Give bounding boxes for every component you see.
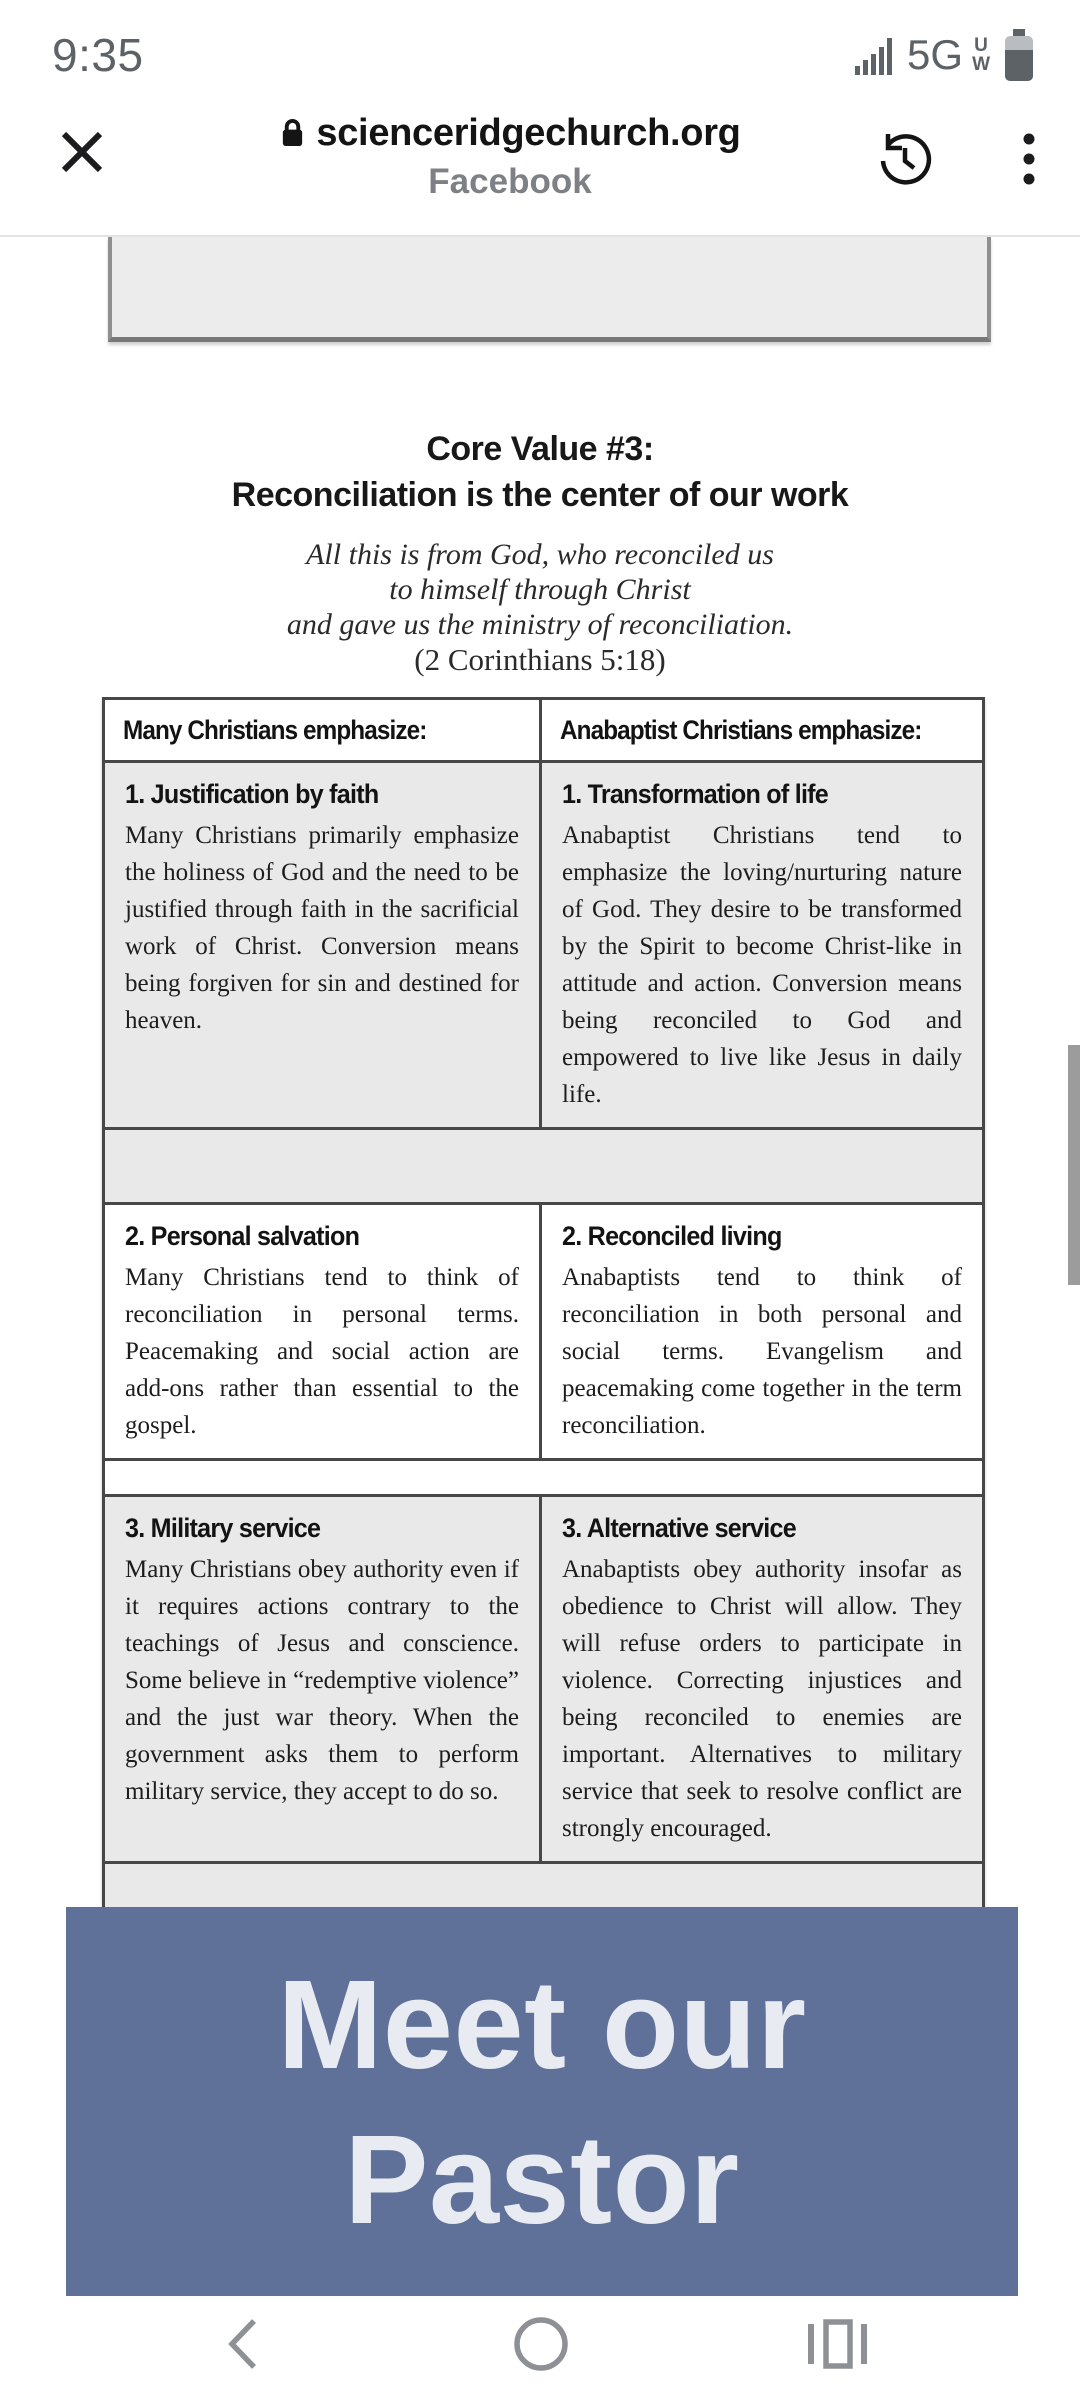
back-icon: [222, 2314, 264, 2374]
battery-icon: [1002, 26, 1036, 84]
cta-label-line2: Pastor: [344, 2108, 740, 2250]
android-nav-bar: [0, 2296, 1080, 2400]
comparison-table: [102, 697, 985, 1919]
cell-body: Anabaptists obey authority insofar as obedience to Christ will allow. They will refuse orders to participate in violence. Correcting injustices and being reconciled to enemies are important. Alternatives to military service that seek to resolve conflict are strongly encouraged.: [562, 1556, 962, 1842]
cell-heading: 3. Alternative service: [562, 1513, 796, 1543]
home-button[interactable]: [511, 2314, 571, 2377]
cell-heading: 2. Reconciled living: [562, 1221, 782, 1251]
overflow-menu-button[interactable]: [1022, 130, 1036, 191]
cell-heading: 1. Justification by faith: [125, 779, 379, 809]
site-identity: [180, 112, 840, 155]
url-bar[interactable]: [180, 112, 840, 202]
network-uw-badge: U W: [972, 35, 990, 75]
cell-body: Many Christians obey authority even if it requires actions contrary to the teachings of Jesus and conscience. Some believe in “redemptive violence” and the just war theory. When the government asks them to perform military service, they accept to do so.: [125, 1556, 519, 1805]
table-cell: [542, 1205, 982, 1458]
table-cell: [542, 763, 982, 1127]
browser-header: [0, 100, 1080, 237]
scripture-line: and gave us the ministry of reconciliation.: [286, 608, 794, 641]
cta-label-line1: Meet our: [277, 1953, 807, 2095]
table-cell: [542, 1497, 982, 1861]
page-title-line2: Reconciliation is the center of our work: [231, 476, 849, 514]
referrer-label: Facebook: [428, 162, 592, 201]
recents-button[interactable]: [803, 2314, 871, 2377]
history-icon: [876, 130, 934, 188]
previous-section-box: [108, 237, 991, 342]
recents-icon: [803, 2314, 871, 2374]
table-cell: [105, 1497, 542, 1861]
page-title-line1: Core Value #3:: [426, 430, 654, 468]
table-row: [105, 763, 982, 1130]
cell-body: Many Christians primarily emphasize the holiness of God and the need to be justified through faith in the sacrificial work of Christ. Conversion means being forgiven for sin and destined for heaven.: [125, 822, 519, 1034]
network-type-label: 5G: [907, 31, 964, 78]
table-header-cell: [105, 700, 542, 760]
signal-icon: [853, 33, 897, 77]
scrollbar-thumb[interactable]: [1068, 1045, 1080, 1285]
table-cell: [105, 1205, 542, 1458]
column-header-right: Anabaptist Christians emphasize:: [560, 715, 922, 745]
status-time: 9:35: [52, 29, 144, 81]
table-header-row: [105, 700, 982, 763]
meet-our-pastor-button[interactable]: [66, 1907, 1018, 2296]
overflow-menu-icon: [1022, 130, 1036, 188]
table-row: [105, 1497, 982, 1864]
cell-body: Anabaptists tend to think of reconciliation in both personal and social terms. Evangelism and peacemaking come together in the term reconciliation.: [562, 1264, 962, 1439]
column-header-left: Many Christians emphasize:: [123, 715, 427, 745]
page-title: [0, 426, 1080, 518]
table-cell: [105, 763, 542, 1127]
close-icon: [56, 126, 108, 178]
scripture-line: to himself through Christ: [389, 573, 691, 606]
home-icon: [511, 2314, 571, 2374]
lock-icon: [279, 117, 306, 150]
back-button[interactable]: [222, 2314, 264, 2377]
cell-body: Many Christians tend to think of reconciliation in personal terms. Peacemaking and social action are add-ons rather than essential to the gospel.: [125, 1264, 519, 1439]
cell-body: Anabaptist Christians tend to emphasize the loving/nurturing nature of God. They desire to be transformed by the Spirit to become Christ-like in attitude and action. Conversion means being reconciled to God and empowered to live like Jesus in daily life.: [562, 822, 962, 1108]
status-bar: [0, 0, 1080, 100]
scripture-quote: [0, 537, 1080, 677]
table-spacer-row: [105, 1461, 982, 1497]
site-domain: scienceridgechurch.org: [316, 112, 741, 154]
cell-heading: 3. Military service: [125, 1513, 321, 1543]
status-indicators: [853, 26, 1036, 84]
table-row: [105, 1205, 982, 1461]
cell-heading: 1. Transformation of life: [562, 779, 829, 809]
history-button[interactable]: [876, 130, 934, 191]
scripture-line: All this is from God, who reconciled us: [306, 538, 774, 571]
scripture-citation: (2 Corinthians 5:18): [414, 642, 666, 677]
close-button[interactable]: [56, 126, 108, 181]
table-spacer-row: [105, 1130, 982, 1205]
table-header-cell: [542, 700, 982, 760]
cell-heading: 2. Personal salvation: [125, 1221, 360, 1251]
